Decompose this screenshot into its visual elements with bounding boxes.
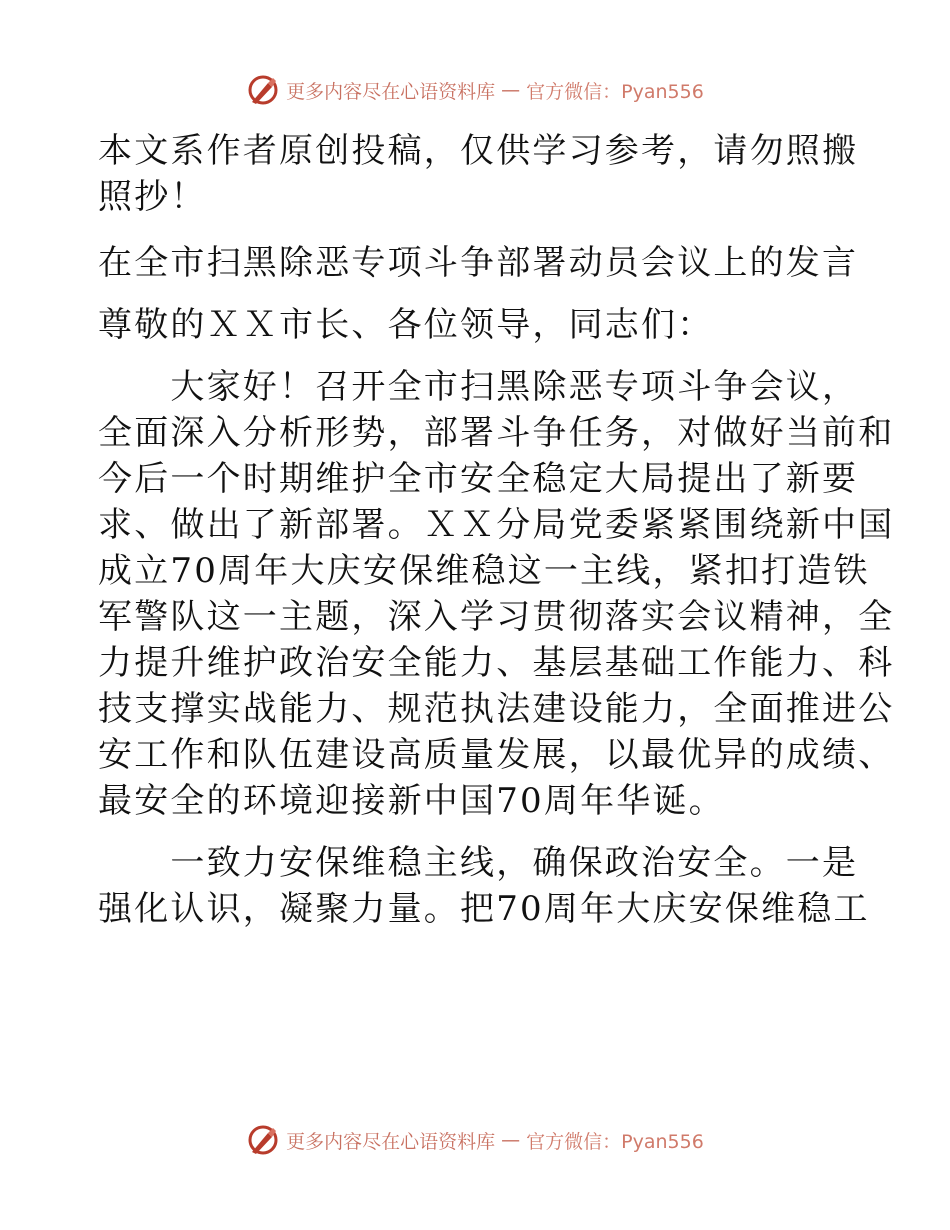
watermark-header: [0, 70, 950, 110]
paragraph-1-line: 求、做出了新部署。ＸＸ分局党委紧紧围绕新中国: [98, 505, 895, 545]
document-body: [98, 128, 895, 932]
paragraph-1-line: 力提升维护政治安全能力、基层基础工作能力、科: [98, 643, 895, 683]
paragraph-1-line: 最安全的环境迎接新中国70周年华诞。: [98, 781, 725, 821]
disclaimer-line-1: 本文系作者原创投稿，仅供学习参考，请勿照搬: [98, 131, 859, 171]
paragraph-1-line: 今后一个时期维护全市安全稳定大局提出了新要: [98, 459, 859, 499]
watermark-contact: 官方微信：Pyan556: [526, 80, 704, 103]
watermark-dash: —: [501, 1129, 521, 1151]
watermark-footer: [0, 1120, 950, 1160]
paragraph-2-line: 一致力安保维稳主线，确保政治安全。一是: [98, 843, 859, 883]
disclaimer-line-2: 照抄！: [98, 177, 207, 217]
pen-logo-icon: [246, 73, 280, 107]
paragraph-1-line: 技支撑实战能力、规范执法建设能力，全面推进公: [98, 689, 895, 729]
document-title: 在全市扫黑除恶专项斗争部署动员会议上的发言: [98, 243, 859, 283]
paragraph-1-line: 全面深入分析形势，部署斗争任务，对做好当前和: [98, 413, 895, 453]
paragraph-1-line: 大家好！召开全市扫黑除恶专项斗争会议，: [98, 367, 859, 407]
watermark-text: 更多内容尽在心语资料库: [286, 1130, 496, 1153]
paragraph-2-line: 强化认识，凝聚力量。把70周年大庆安保维稳工: [98, 889, 870, 929]
pen-logo-icon: [246, 1123, 280, 1157]
paragraph-1-line: 军警队这一主题，深入学习贯彻落实会议精神，全: [98, 597, 895, 637]
watermark-contact: 官方微信：Pyan556: [526, 1130, 704, 1153]
watermark-text: 更多内容尽在心语资料库: [286, 80, 496, 103]
watermark-dash: —: [501, 79, 521, 101]
salutation: 尊敬的ＸＸ市长、各位领导，同志们：: [98, 305, 714, 345]
paragraph-1-line: 成立70周年大庆安保维稳这一主线，紧扣打造铁: [98, 551, 870, 591]
paragraph-1-line: 安工作和队伍建设高质量发展，以最优异的成绩、: [98, 735, 895, 775]
